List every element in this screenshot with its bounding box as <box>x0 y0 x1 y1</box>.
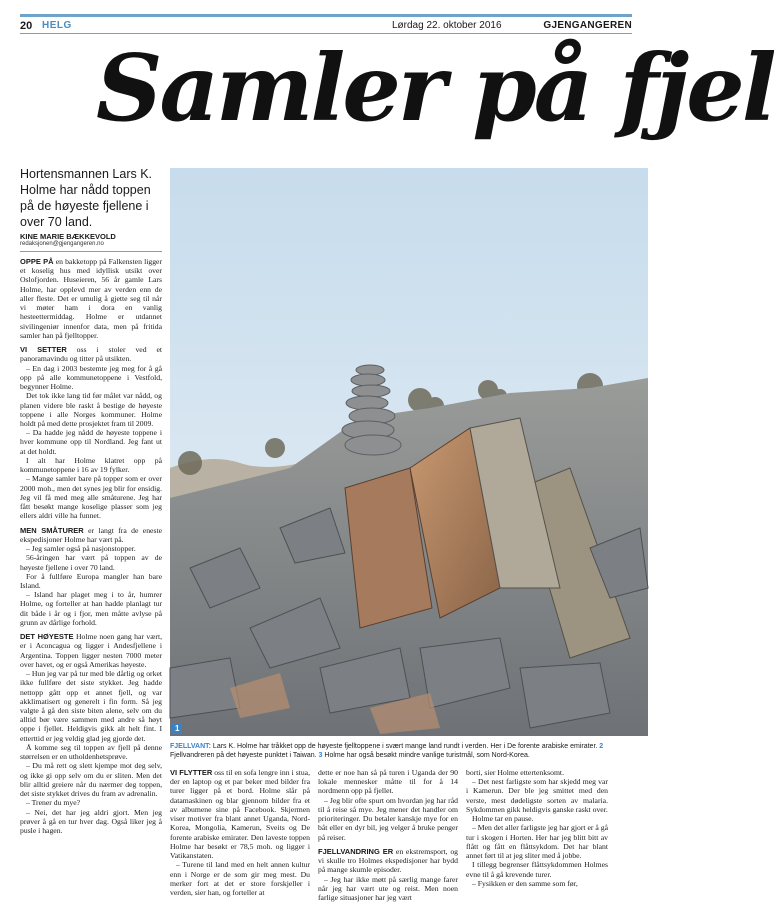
paragraph: Holme tar en pause. <box>472 814 534 824</box>
caption-text: Holme har også besøkt mindre vanlige turistmål, som Nord-Korea. <box>324 752 530 760</box>
paragraph: – Trener du mye? <box>26 798 81 808</box>
paragraph: 56-åringen har vært på toppen av de høyeste fjellene i over 70 land. <box>20 553 162 572</box>
photo-number-badge: 1 <box>172 723 182 734</box>
paragraph: – Jeg blir ofte spurt om hvordan jeg har råd til å reise så mye. Jeg mener det handler om prioriteringer. Du betaler kanskje mye for en båt eller en dyr bil, jeg velger å bruke penger på reiser. <box>318 795 458 842</box>
paragraph: – Jeg samler også på nasjonstopper. <box>26 544 136 554</box>
caption-label: FJELLVANT: <box>170 743 211 750</box>
paragraph: er langt fra de eneste ekspedisjoner Holme har vært på. <box>20 525 163 544</box>
paragraph: – Men det aller farligste jeg har gjort er å gå tur i skogen i Horten. Her har jeg blitt bitt av flått og fått en flåttsykdom. Det har blant annet ført til at jeg sliter med å jobbe. <box>466 823 608 861</box>
paragraph: – Jeg har ikke møtt på særlig mange farer når jeg har vært ute og reist. Men noen farlige situasjoner har jeg vært <box>318 874 458 903</box>
paragraph: Det tok ikke lang tid før målet var nådd, og planen videre ble raskt å bestige de høyeste toppene i alle Norges kommuner. Holme holdt på med dette prosjektet fram til 2009. <box>20 391 162 428</box>
paragraph: I tillegg begrenser flåttsykdommen Holmes evne til å gå krevende turer. <box>466 860 608 879</box>
paragraph: – Nei, det har jeg aldri gjort. Men jeg prøver å gå en tur hver dag. Også liker jeg å pusle i hagen. <box>20 807 162 836</box>
kicker: OPPE PÅ <box>20 257 54 266</box>
paragraph: Holme noen gang har vært, er i Aconcagua og ligger i Andesfjellene i Argentina. Toppen ligger nesten 7000 meter over havet, og er også Amerikas høyeste. <box>20 632 162 669</box>
caption-text: Lars K. Holme har tråkket opp de høyeste fjelltoppene i svært mange land rundt i verden. Her i De forente arabiske emirater. <box>212 743 598 750</box>
page-number: 20 <box>20 20 33 32</box>
section-label: HELG <box>42 20 72 31</box>
newspaper-name: GJENGANGEREN <box>543 20 632 31</box>
paragraph: – Turene til land med en helt annen kultur enn i Norge er de som gir meg mest. Du merker fort at det er store forskjeller i verden, sier han, og forteller at <box>170 860 310 898</box>
issue-date: Lørdag 22. oktober 2016 <box>392 20 502 31</box>
paragraph: – En dag i 2003 bestemte jeg meg for å gå opp på alle kommunetoppene i Vestfold, begynner Holme. <box>20 363 162 392</box>
kicker: VI SETTER <box>20 345 67 355</box>
paragraph: en bakketopp på Falkensten ligger et koselig hus med idyllisk utsikt over Oslofjorden. Huseieren, 56 år gamle Lars Holme, har opplevd mer av verden enn de aller fleste. Det er umulig å gjette seg til når vi møter ham i dora en vanlig hesteettermiddag. Holme er utdannet sivilingeniør innenfor data, men på fritida samler han på fjelltopper. <box>20 257 163 340</box>
paragraph: – Mange samler bare på topper som er over 2000 moh., men det synes jeg blir for ensidig. Jeg vil få med meg alle småturene. Jeg har fått besøkt mange koselige plasser som jeg ellers aldri ville ha funnet. <box>20 474 162 521</box>
paragraph: dette er noe han så på turen i Uganda der 90 lokale mennesker måtte til for å 14 nordmenn opp på fjellet. <box>318 768 458 796</box>
caption-text: Fjellvandreren på det høyeste punktet i Taiwan. <box>170 752 317 760</box>
lead-paragraph: Hortensmannen Lars K. Holme har nådd toppen på de høyeste fjellene i over 70 land. <box>20 167 153 229</box>
photo-caption <box>170 742 632 760</box>
page-header <box>20 14 632 34</box>
paragraph: – Hun jeg var på tur med ble dårlig og orket ikke fullføre det siste stykket. Jeg hadde nettopp gått opp et annet fjell, og var akklimatisert og generelt i fin form. Så jeg valgte å gå den siste biten alene, selv om du alltid bør være sammen med andre så høyt oppe i fjellet. Heldigvis gikk alt helt fint. I etterttid er jeg veldig glad jeg gjorde det. <box>20 669 162 743</box>
article-column-2 <box>170 768 310 918</box>
paragraph: Å komme seg til toppen av fjell på denne størrelsen er en utholdenhetsprøve. <box>20 742 162 762</box>
paragraph: – Det nest farligste som har skjedd meg var i Kamerun. Der ble jeg smittet med den verste, mest dødeligste sorten av malaria. Sykdommen gikk heldigvis ganske raskt over. <box>466 777 608 814</box>
mountain-landscape-illustration <box>170 168 648 736</box>
kicker: DET HØYESTE <box>20 632 74 642</box>
caption-number: 3 <box>318 752 323 760</box>
paragraph: oss til en sofa lengre inn i stua, der en laptop og et par beker med bilder fra turer ligger på et bord. Holme slår på datamaskinen og blar gjennom bilder fra et av albumene sine på Facebook. Skjermen viser motiver fra blant annet Uganda, Nord-Korea, Mongolia, Kamerun, Sveits og De forente arabiske emirater. Den laveste toppen Holme har besøkt er 78,5 moh. og ligger i Vatikanstaten. <box>170 768 310 861</box>
caption-number: 2 <box>599 743 604 750</box>
article-column-4 <box>466 768 608 918</box>
byline-name: KINE MARIE BÆKKEVOLD <box>20 232 116 241</box>
byline-divider <box>20 251 162 252</box>
paragraph: – Fysikken er den samme som før, <box>472 878 578 888</box>
paragraph: oss i stoler ved et panoramavindu og titter på utsikten. <box>20 345 162 364</box>
kicker: MEN SMÅTURER <box>20 525 84 535</box>
paragraph: – Island har plaget meg i to år, humrer Holme, og forteller at han hadde planlagt tur dit både i år og i fjor, men måtte avlyse på grunn av dårlige forhold. <box>20 590 162 627</box>
article-column-1 <box>20 257 162 915</box>
paragraph: – Da hadde jeg nådd de høyeste toppene i hver kommune opp til Nordland. Jeg fant ut at det holdt. <box>20 428 162 456</box>
paragraph: I alt har Holme klatret opp på kommunetoppene i 16 av 19 fylker. <box>20 455 162 475</box>
paragraph: – Du må rett og slett kjempe mot deg selv, og ikke gi opp selv om du er sliten. Men det blir alltid greiere når du nærmer deg toppen, det siste stykket drives du fram av adrenalin. <box>20 761 162 799</box>
article-column-3 <box>318 768 458 918</box>
kicker: FJELLVANDRING ER <box>318 846 394 856</box>
byline-email: redaksjonen@gjengangeren.no <box>20 241 104 247</box>
paragraph: borti, sier Holme ettertenksomt. <box>466 768 564 777</box>
paragraph: en ekstremsport, og vi skulle tro Holmes ekspedisjoner har bydd på mange skumle episoder. <box>318 846 459 875</box>
mountain-cairn-photo <box>170 168 648 736</box>
headline: Samler på fjel <box>96 34 774 142</box>
kicker: VI FLYTTER <box>170 768 213 777</box>
paragraph: For å fullføre Europa mangler han bare Island. <box>20 571 162 590</box>
